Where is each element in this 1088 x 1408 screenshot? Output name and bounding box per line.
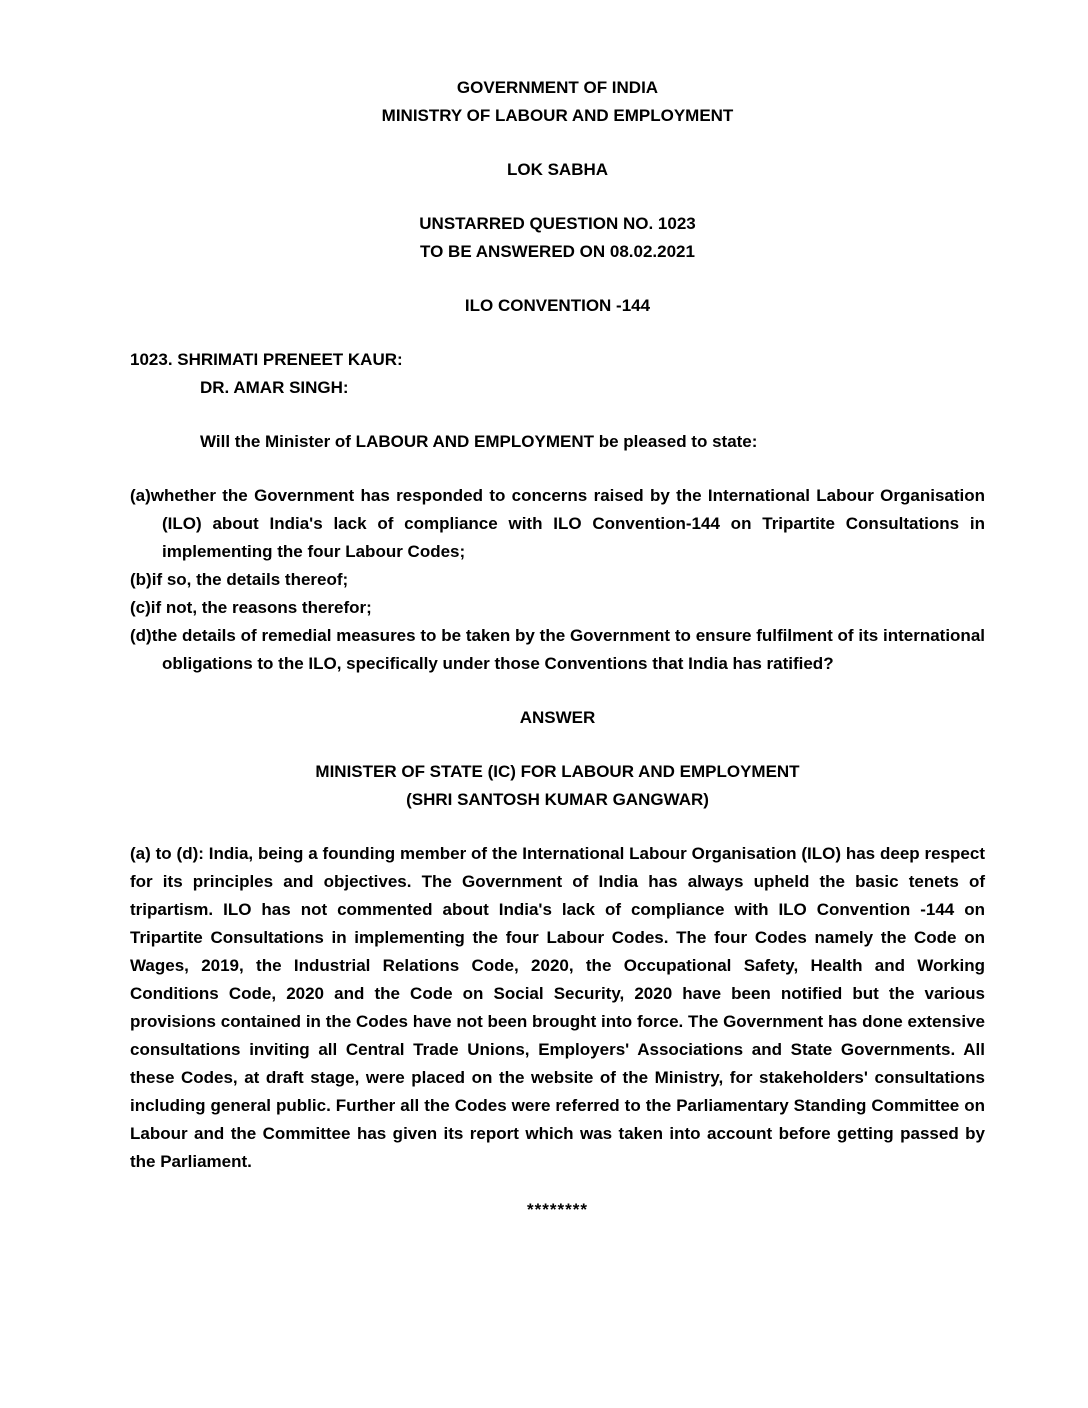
question-item-b-label: (b) bbox=[130, 570, 152, 589]
members-block bbox=[130, 346, 985, 402]
answer-date-line: TO BE ANSWERED ON 08.02.2021 bbox=[420, 242, 695, 261]
member-name-1: 1023. SHRIMATI PRENEET KAUR: bbox=[130, 350, 403, 369]
minister-block bbox=[130, 758, 985, 814]
question-item-b-text: if so, the details thereof; bbox=[151, 570, 349, 589]
subject-title: ILO CONVENTION -144 bbox=[464, 296, 651, 315]
question-number-line: UNSTARRED QUESTION NO. 1023 bbox=[419, 214, 696, 233]
question-list bbox=[130, 482, 985, 678]
question-item-a-label: (a) bbox=[130, 486, 151, 505]
question-item-c bbox=[130, 594, 985, 622]
minister-name: (SHRI SANTOSH KUMAR GANGWAR) bbox=[406, 790, 709, 809]
member-name-2: DR. AMAR SINGH: bbox=[200, 378, 349, 397]
question-item-b bbox=[130, 566, 985, 594]
answer-heading: ANSWER bbox=[519, 708, 596, 727]
question-intro: Will the Minister of LABOUR AND EMPLOYMENT be pleased to state: bbox=[200, 432, 758, 451]
question-item-d-label: (d) bbox=[130, 626, 152, 645]
answer-body: (a) to (d): India, being a founding member of the International Labour Organisation (ILO) has deep respect for its principles and objectives. The Government of India has always upheld the basic tenets of tripartism. ILO has not commented about India's lack of compliance with ILO Convention -144 on Tripartite Consultations in implementing the four Labour Codes. The four Codes namely the Code on Wages, 2019, the Industrial Relations Code, 2020, the Occupational Safety, Health and Working Conditions Code, 2020 and the Code on Social Security, 2020 have been notified but the various provisions contained in the Codes have not been brought into force. The Government has done extensive consultations inviting all Central Trade Unions, Employers' Associations and State Governments. All these Codes, at draft stage, were placed on the website of the Ministry, for stakeholders' consultations including general public. Further all the Codes were referred to the Parliamentary Standing Committee on Labour and the Committee has given its report which was taken into account before getting passed by the Parliament. bbox=[130, 844, 985, 1171]
minister-title: MINISTER OF STATE (IC) FOR LABOUR AND EMPLOYMENT bbox=[315, 762, 800, 781]
question-item-a-text: whether the Government has responded to concerns raised by the International Labour Organisation (ILO) about India's lack of compliance with ILO Convention-144 on Tripartite Consultations in implementing the four Labour Codes; bbox=[150, 486, 985, 561]
header-ministry: MINISTRY OF LABOUR AND EMPLOYMENT bbox=[381, 106, 734, 125]
question-meta bbox=[130, 210, 985, 266]
question-item-c-label: (c) bbox=[130, 598, 151, 617]
question-item-a bbox=[130, 482, 985, 566]
footer-stars: ******** bbox=[527, 1200, 588, 1219]
header-government: GOVERNMENT OF INDIA bbox=[456, 78, 659, 97]
question-item-d bbox=[130, 622, 985, 678]
question-item-d-text: the details of remedial measures to be taken by the Government to ensure fulfilment of its international obligations to the ILO, specifically under those Conventions that India has ratified? bbox=[151, 626, 985, 673]
document-header bbox=[130, 74, 985, 130]
house-title: LOK SABHA bbox=[506, 160, 609, 179]
question-item-c-text: if not, the reasons therefor; bbox=[150, 598, 372, 617]
